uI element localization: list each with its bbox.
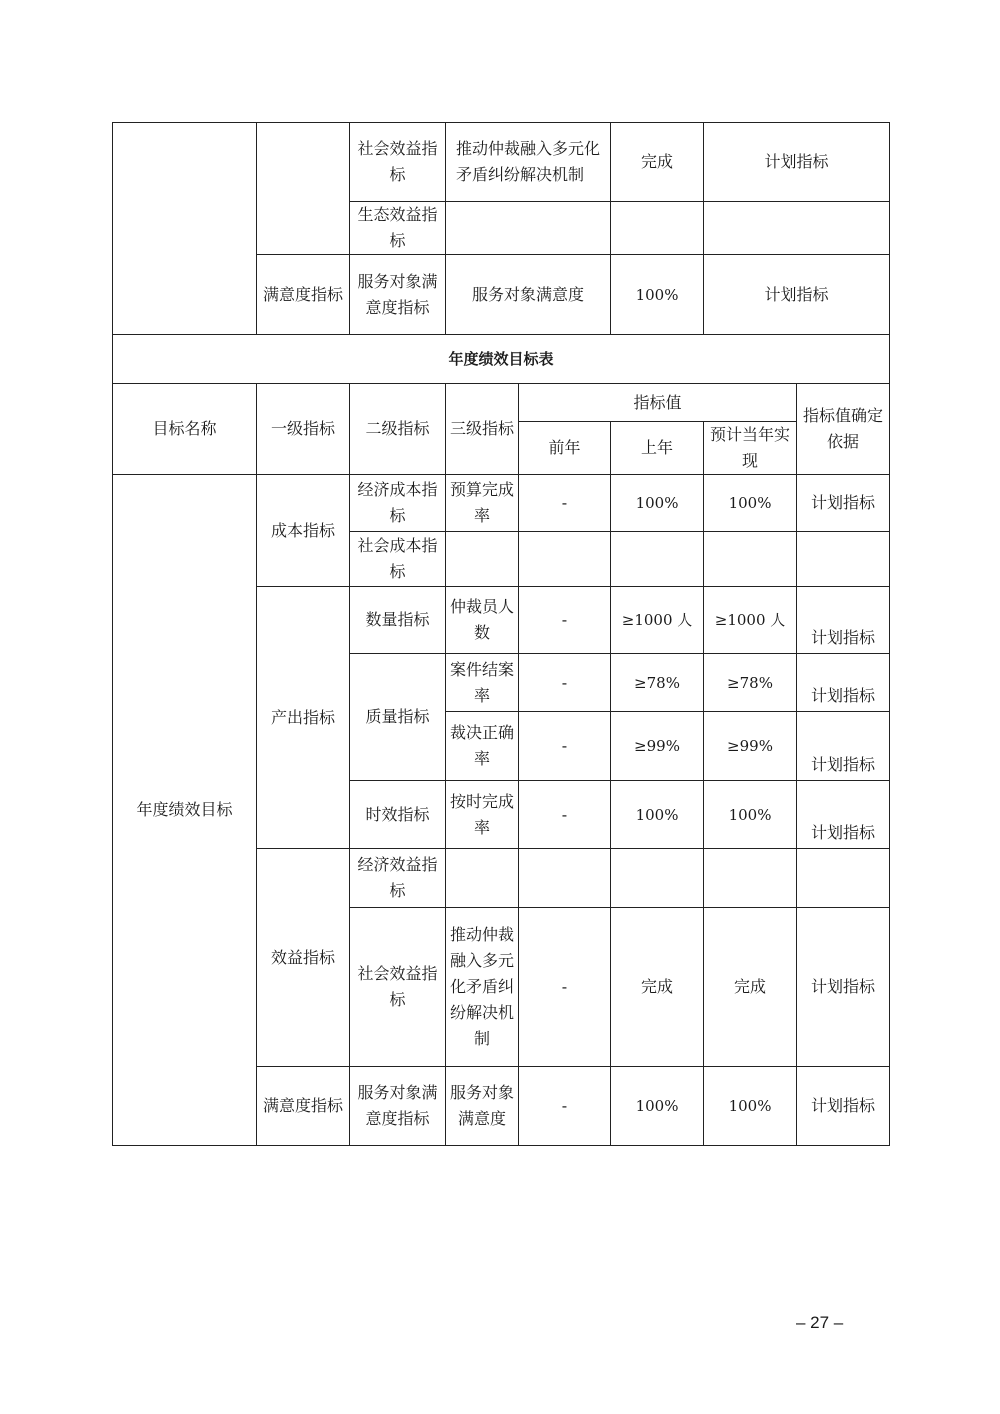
level1-cell: 满意度指标 [257,255,350,335]
level2-cell: 服务对象满意度指标 [350,1067,446,1146]
level3-cell: 推动仲裁融入多元化矛盾纠纷解决机制 [446,908,519,1067]
prev-cell: - [519,712,611,781]
prev-cell: - [519,587,611,654]
level2-cell: 社会效益指标 [350,908,446,1067]
level1-cost: 成本指标 [257,475,350,587]
header-level1: 一级指标 [257,384,350,475]
expected-cell: 100% [704,1067,797,1146]
level3-cell: 按时完成率 [446,781,519,849]
level1-benefit: 效益指标 [257,849,350,1067]
prev-cell: - [519,908,611,1067]
performance-table [112,122,890,1146]
header-expected: 预计当年实现 [704,422,797,475]
last-cell: 完成 [611,908,704,1067]
expected-cell: 100% [704,781,797,849]
last-cell: ≥78% [611,654,704,712]
last-cell: 100% [611,475,704,532]
level3-cell: 案件结案率 [446,654,519,712]
last-cell: ≥99% [611,712,704,781]
level2-cell: 生态效益指标 [350,202,446,255]
level2-cell: 时效指标 [350,781,446,849]
level2-cell: 服务对象满意度指标 [350,255,446,335]
header-level3: 三级指标 [446,384,519,475]
level2-cell: 经济效益指标 [350,849,446,908]
level3-cell: 服务对象满意度 [446,1067,519,1146]
goal-name-cell-cont [113,123,257,335]
last-cell: ≥1000 人 [611,587,704,654]
goal-name-cell: 年度绩效目标 [113,475,257,1146]
basis-cell: 计划指标 [797,1067,890,1146]
level2-cell: 数量指标 [350,587,446,654]
header-value: 指标值 [519,384,797,422]
level3-cell: 仲裁员人数 [446,587,519,654]
prev-cell: - [519,475,611,532]
table-row [113,475,890,532]
basis-cell: 计划指标 [797,908,890,1067]
prev-cell: - [519,781,611,849]
section-title: 年度绩效目标表 [113,335,890,384]
header-last-year: 上年 [611,422,704,475]
last-cell: 100% [611,781,704,849]
expected-cell: ≥99% [704,712,797,781]
level2-cell: 经济成本指标 [350,475,446,532]
level3-cell: 裁决正确率 [446,712,519,781]
expected-cell: 100% [704,475,797,532]
expected-cell: ≥78% [704,654,797,712]
level3-cell: 预算完成率 [446,475,519,532]
basis-cell: 计划指标 [797,654,890,712]
last-cell: 100% [611,1067,704,1146]
value-cell: 100% [611,255,704,335]
basis-cell: 计划指标 [797,781,890,849]
header-goal-name: 目标名称 [113,384,257,475]
level1-output: 产出指标 [257,587,350,849]
prev-cell: - [519,654,611,712]
table-row [113,335,890,384]
basis-cell: 计划指标 [704,123,890,202]
page-number: – 27 – [796,1313,844,1332]
expected-cell: 完成 [704,908,797,1067]
level2-cell: 社会效益指标 [350,123,446,202]
header-level2: 二级指标 [350,384,446,475]
value-cell: 完成 [611,123,704,202]
level2-cell: 社会成本指标 [350,532,446,587]
table-row [113,123,890,202]
level3-cell: 推动仲裁融入多元化矛盾纠纷解决机制 [446,123,611,202]
header-basis: 指标值确定依据 [797,384,890,475]
level1-satisfaction: 满意度指标 [257,1067,350,1146]
expected-cell: ≥1000 人 [704,587,797,654]
basis-cell: 计划指标 [797,712,890,781]
header-prev-year: 前年 [519,422,611,475]
prev-cell: - [519,1067,611,1146]
basis-cell: 计划指标 [704,255,890,335]
header-row [113,384,890,422]
level3-cell: 服务对象满意度 [446,255,611,335]
level2-quality: 质量指标 [350,654,446,781]
basis-cell: 计划指标 [797,587,890,654]
basis-cell: 计划指标 [797,475,890,532]
level1-cell-cont [257,123,350,255]
